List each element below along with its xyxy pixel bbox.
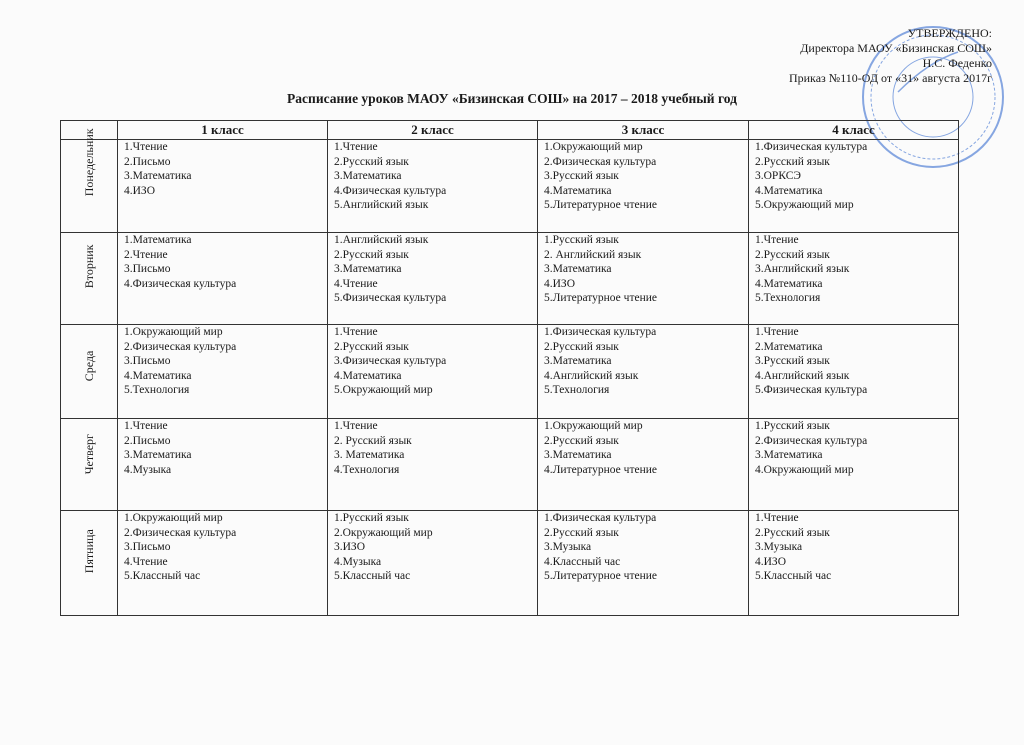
lesson-item: 3.Русский язык xyxy=(544,170,619,182)
day-cell xyxy=(61,325,118,419)
lesson-item: 2.Письмо xyxy=(124,434,171,447)
lessons-cell xyxy=(749,233,959,325)
lesson-item: 2.Физическая культура xyxy=(124,340,237,353)
lesson-item: 1.Физическая культура xyxy=(544,512,657,524)
lesson-item: 4.Английский язык xyxy=(544,369,639,382)
lesson-item: 5.Литературное чтение xyxy=(544,292,657,304)
lesson-item: 1.Чтение xyxy=(124,141,168,153)
header-row xyxy=(61,121,959,140)
lesson-item: 2.Русский язык xyxy=(334,155,409,168)
lesson-item: 3.Математика xyxy=(334,170,402,182)
day-label: Понедельник xyxy=(81,128,96,196)
lesson-item: 4.Технология xyxy=(334,463,400,476)
lesson-item: 4.Окружающий мир xyxy=(755,463,854,476)
lesson-item: 3.Письмо xyxy=(124,355,171,367)
day-cell xyxy=(61,233,118,325)
lesson-item: 5.Физическая культура xyxy=(334,292,447,304)
lessons-cell xyxy=(538,325,749,419)
lesson-item: 3.Математика xyxy=(334,263,402,275)
lesson-item: 4.Музыка xyxy=(334,555,382,568)
lesson-item: 2.Письмо xyxy=(124,155,171,168)
lesson-item: 5.Технология xyxy=(544,384,610,396)
lesson-item: 2.Окружающий мир xyxy=(334,526,433,539)
lesson-item: 4.Английский язык xyxy=(755,369,850,382)
lesson-item: 1.Чтение xyxy=(334,141,378,153)
lesson-item: 3.Письмо xyxy=(124,263,171,275)
lesson-item: 1.Чтение xyxy=(755,234,799,246)
table-row xyxy=(61,140,959,233)
lesson-item: 4.Математика xyxy=(755,184,823,197)
lesson-item: 1.Окружающий мир xyxy=(124,512,223,524)
lesson-item: 3.Математика xyxy=(544,449,612,461)
column-header: 1 класс xyxy=(118,121,328,140)
lesson-item: 1.Чтение xyxy=(334,326,378,338)
lesson-item: 2.Математика xyxy=(755,340,823,353)
lesson-item: 2.Русский язык xyxy=(334,248,409,261)
table-row xyxy=(61,419,959,511)
lesson-item: 2.Русский язык xyxy=(755,155,830,168)
lesson-item: 2.Физическая культура xyxy=(544,155,657,168)
lesson-item: 5.Технология xyxy=(124,384,190,396)
lessons-cell xyxy=(118,140,328,233)
lessons-cell xyxy=(328,233,538,325)
approval-block xyxy=(789,26,992,86)
lesson-item: 3.ОРКСЭ xyxy=(755,170,801,182)
table-row xyxy=(61,325,959,419)
lesson-item: 1.Чтение xyxy=(755,512,799,524)
lesson-item: 1.Окружающий мир xyxy=(544,420,643,432)
lesson-item: 2. Английский язык xyxy=(544,248,642,261)
lesson-item: 2.Русский язык xyxy=(544,340,619,353)
lessons-cell xyxy=(328,325,538,419)
lesson-item: 2.Русский язык xyxy=(544,526,619,539)
lessons-cell xyxy=(118,419,328,511)
lesson-item: 4.Классный час xyxy=(544,555,621,568)
lesson-item: 5.Английский язык xyxy=(334,199,429,211)
lesson-item: 2.Чтение xyxy=(124,248,168,261)
approval-name: Н.С. Феденко xyxy=(922,56,992,70)
day-label: Четверг xyxy=(81,434,96,475)
document-title: Расписание уроков МАОУ «Бизинская СОШ» на 2017 – 2018 учебный год xyxy=(287,91,737,106)
lessons-cell xyxy=(118,233,328,325)
lesson-item: 4.Музыка xyxy=(124,463,172,476)
lesson-item: 1.Физическая культура xyxy=(544,326,657,338)
lessons-cell xyxy=(749,140,959,233)
lesson-item: 4.Чтение xyxy=(124,555,168,568)
lesson-item: 1.Русский язык xyxy=(755,420,830,432)
lesson-item: 4.ИЗО xyxy=(755,555,786,568)
lesson-item: 3.Математика xyxy=(544,355,612,367)
lesson-item: 1.Чтение xyxy=(755,326,799,338)
lesson-item: 1.Чтение xyxy=(124,420,168,432)
lesson-item: 3.ИЗО xyxy=(334,541,365,553)
lessons-cell xyxy=(538,233,749,325)
lesson-item: 3.Математика xyxy=(755,449,823,461)
day-label: Пятница xyxy=(81,528,96,573)
lesson-item: 4.ИЗО xyxy=(124,184,155,197)
lesson-item: 5.Литературное чтение xyxy=(544,570,657,582)
lesson-item: 4.Чтение xyxy=(334,277,378,290)
lesson-item: 4.Математика xyxy=(334,369,402,382)
lesson-item: 3.Музыка xyxy=(544,541,592,553)
day-cell xyxy=(61,511,118,616)
lesson-item: 3.Музыка xyxy=(755,541,803,553)
lessons-cell xyxy=(749,419,959,511)
column-header: 2 класс xyxy=(328,121,538,140)
lesson-item: 3.Математика xyxy=(124,170,192,182)
lesson-item: 5.Окружающий мир xyxy=(755,199,854,211)
lesson-item: 3.Письмо xyxy=(124,541,171,553)
day-cell xyxy=(61,128,118,233)
lesson-item: 5.Классный час xyxy=(334,570,411,582)
lesson-item: 4.Математика xyxy=(755,277,823,290)
lesson-item: 5.Литературное чтение xyxy=(544,199,657,211)
lessons-cell xyxy=(749,511,959,616)
lessons-cell xyxy=(538,419,749,511)
lesson-item: 2.Русский язык xyxy=(544,434,619,447)
lesson-item: 3.Русский язык xyxy=(755,355,830,367)
lesson-item: 4.Математика xyxy=(544,184,612,197)
lesson-item: 1.Физическая культура xyxy=(755,141,868,153)
lessons-cell xyxy=(118,325,328,419)
lesson-item: 2.Физическая культура xyxy=(755,434,868,447)
lesson-item: 1.Английский язык xyxy=(334,234,429,246)
column-header: 4 класс xyxy=(749,121,959,140)
lesson-item: 4.ИЗО xyxy=(544,277,575,290)
lesson-item: 2.Русский язык xyxy=(755,248,830,261)
day-label: Среда xyxy=(81,350,96,382)
approval-order: Приказ №110-ОД от «31» августа 2017г xyxy=(788,71,992,85)
lesson-item: 2. Русский язык xyxy=(334,434,412,447)
lesson-item: 5.Классный час xyxy=(124,570,201,582)
lessons-cell xyxy=(538,511,749,616)
lesson-item: 4.Физическая культура xyxy=(334,184,447,197)
lesson-item: 3.Физическая культура xyxy=(334,355,447,367)
lesson-item: 4.Физическая культура xyxy=(124,277,237,290)
schedule-table xyxy=(60,120,959,616)
lesson-item: 4.Математика xyxy=(124,369,192,382)
lesson-item: 1.Русский язык xyxy=(544,234,619,246)
lesson-item: 3. Математика xyxy=(334,449,405,461)
lessons-cell xyxy=(538,140,749,233)
approval-heading: УТВЕРЖДЕНО: xyxy=(907,26,992,40)
lesson-item: 1.Математика xyxy=(124,234,192,246)
day-label: Вторник xyxy=(81,244,96,289)
lessons-cell xyxy=(328,140,538,233)
lesson-item: 5.Классный час xyxy=(755,570,832,582)
lessons-cell xyxy=(749,325,959,419)
lesson-item: 1.Окружающий мир xyxy=(124,326,223,338)
lesson-item: 2.Русский язык xyxy=(334,340,409,353)
day-cell xyxy=(61,419,118,511)
lesson-item: 1.Чтение xyxy=(334,420,378,432)
lesson-item: 3.Математика xyxy=(544,263,612,275)
lesson-item: 2.Физическая культура xyxy=(124,526,237,539)
lesson-item: 3.Английский язык xyxy=(755,263,850,275)
lesson-item: 4.Литературное чтение xyxy=(544,463,657,476)
lesson-item: 1.Русский язык xyxy=(334,512,409,524)
column-header: 3 класс xyxy=(538,121,749,140)
lessons-cell xyxy=(118,511,328,616)
approval-director: Директора МАОУ «Бизинская СОШ» xyxy=(800,41,992,55)
lesson-item: 5.Окружающий мир xyxy=(334,384,433,396)
lesson-item: 2.Русский язык xyxy=(755,526,830,539)
lesson-item: 5.Физическая культура xyxy=(755,384,868,396)
lessons-cell xyxy=(328,511,538,616)
lesson-item: 1.Окружающий мир xyxy=(544,141,643,153)
table-row xyxy=(61,511,959,616)
lesson-item: 5.Технология xyxy=(755,292,821,304)
lesson-item: 3.Математика xyxy=(124,449,192,461)
table-row xyxy=(61,233,959,325)
lessons-cell xyxy=(328,419,538,511)
